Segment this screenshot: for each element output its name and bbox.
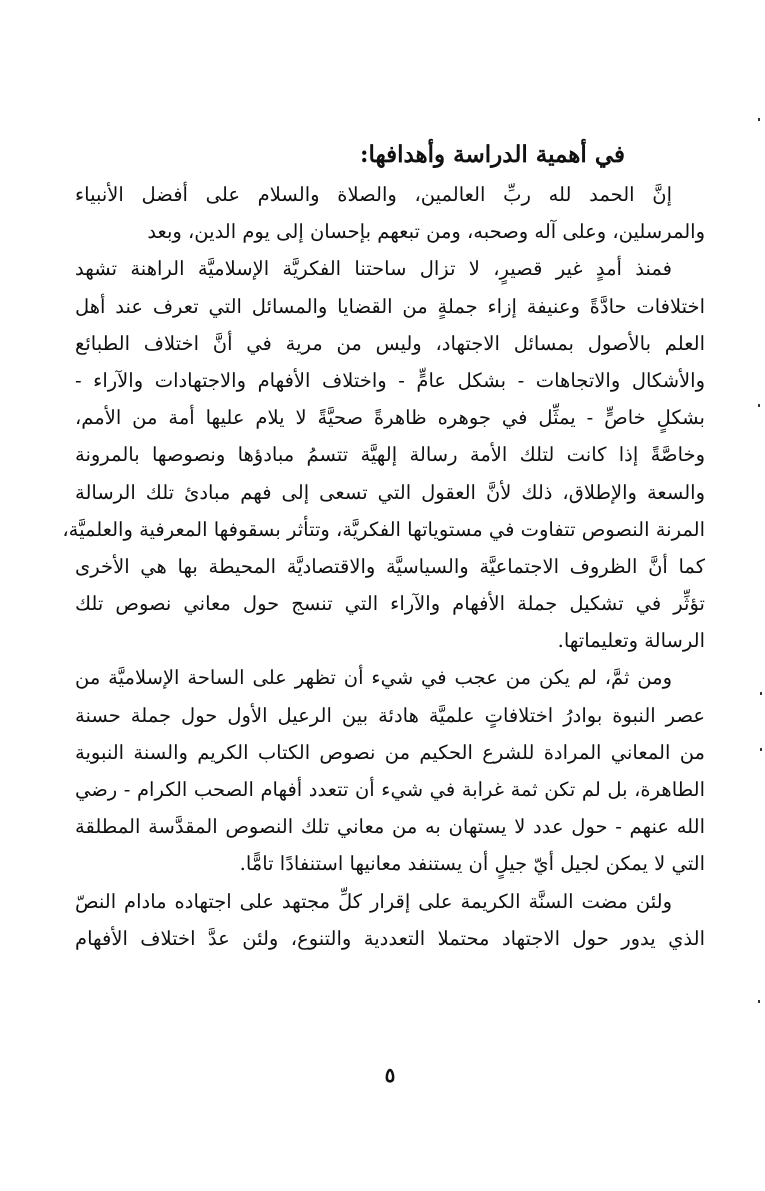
- scan-margin-mark: [760, 748, 762, 751]
- text-line: والمرسلين، وعلى آله وصحبه، ومن تبعهم بإحسان إلى يوم الدين، وبعد: [147, 220, 705, 244]
- text-line: العلم بالأصول بمسائل الاجتهاد، وليس من مرية في أنَّ اختلاف الطبائع: [75, 331, 705, 355]
- text-line: كما أنَّ الظروف الاجتماعيَّة والسياسيَّة والاقتصاديَّة المحيطة بها هي الأخرى: [75, 554, 705, 578]
- text-line: المرنة النصوص تتفاوت في مستوياتها الفكريَّة، وتتأثر بسقوفها المعرفية والعلميَّة،: [62, 517, 705, 541]
- text-line: من المعاني المرادة للشرع الحكيم من نصوص الكتاب الكريم والسنة النبوية: [75, 740, 705, 764]
- text-line: عصر النبوة بوادرُ اختلافاتٍ علميَّة هادئة بين الرعيل الأول حول جملة حسنة: [75, 703, 705, 727]
- scan-margin-mark: [760, 692, 762, 695]
- section-heading: في أهمية الدراسة وأهدافها:: [359, 141, 625, 168]
- text-line: وخاصَّةً إذا كانت لتلك الأمة رسالة إلهيَّة تتسمُ مبادؤها ونصوصها بالمرونة: [75, 443, 705, 467]
- text-line: والسعة والإطلاق، ذلك لأنَّ العقول التي تسعى إلى فهم مبادئ تلك الرسالة: [75, 480, 705, 504]
- scan-margin-mark: [758, 1000, 760, 1003]
- text-line: تؤثِّر في تشكيل جملة الأفهام والآراء التي تنسج حول معاني نصوص تلك: [75, 592, 705, 616]
- text-line: ومن ثمَّ، لم يكن من عجب في شيء أن تظهر على الساحة الإسلاميَّة من: [75, 666, 672, 690]
- scan-margin-mark: [758, 118, 760, 121]
- scan-margin-mark: [758, 404, 760, 407]
- text-line: الله عنهم - حول عدد لا يستهان به من معاني تلك النصوص المقدَّسة المطلقة: [75, 815, 705, 839]
- text-line: اختلافات حادَّةً وعنيفة إزاء جملةٍ من القضايا والمسائل التي تعرف عند أهل: [75, 294, 705, 318]
- text-line: الذي يدور حول الاجتهاد محتملا التعددية والتنوع، ولئن عدَّ اختلاف الأفهام: [75, 926, 705, 950]
- text-line: الرسالة وتعليماتها.: [557, 629, 705, 653]
- body-text: [62, 176, 705, 957]
- text-line: التي لا يمكن لجيل أيّ جيلٍ أن يستنفد معانيها استنفادًا تامًّا.: [239, 852, 705, 876]
- text-line: والأشكال والاتجاهات - بشكل عامٍّ - واختلاف الأفهام والاجتهادات والآراء -: [75, 368, 705, 392]
- text-line: إنَّ الحمد لله ربِّ العالمين، والصلاة والسلام على أفضل الأنبياء: [75, 183, 672, 206]
- text-line: فمنذ أمدٍ غير قصيرٍ، لا تزال ساحتنا الفكريَّة الإسلاميَّة الراهنة تشهد: [75, 257, 672, 281]
- page-number: ٥: [384, 1063, 396, 1087]
- text-line: الطاهرة، بل لم تكن ثمة غرابة في شيء أن تتعدد أفهام الصحب الكرام - رضي: [75, 778, 705, 801]
- text-line: بشكلٍ خاصٍّ - يمثِّل في جوهره ظاهرةً صحيَّةً لا يلام عليها أمة من الأمم،: [75, 406, 705, 430]
- text-line: ولئن مضت السنَّة الكريمة على إقرار كلِّ مجتهد على اجتهاده مادام النصّ: [75, 889, 672, 913]
